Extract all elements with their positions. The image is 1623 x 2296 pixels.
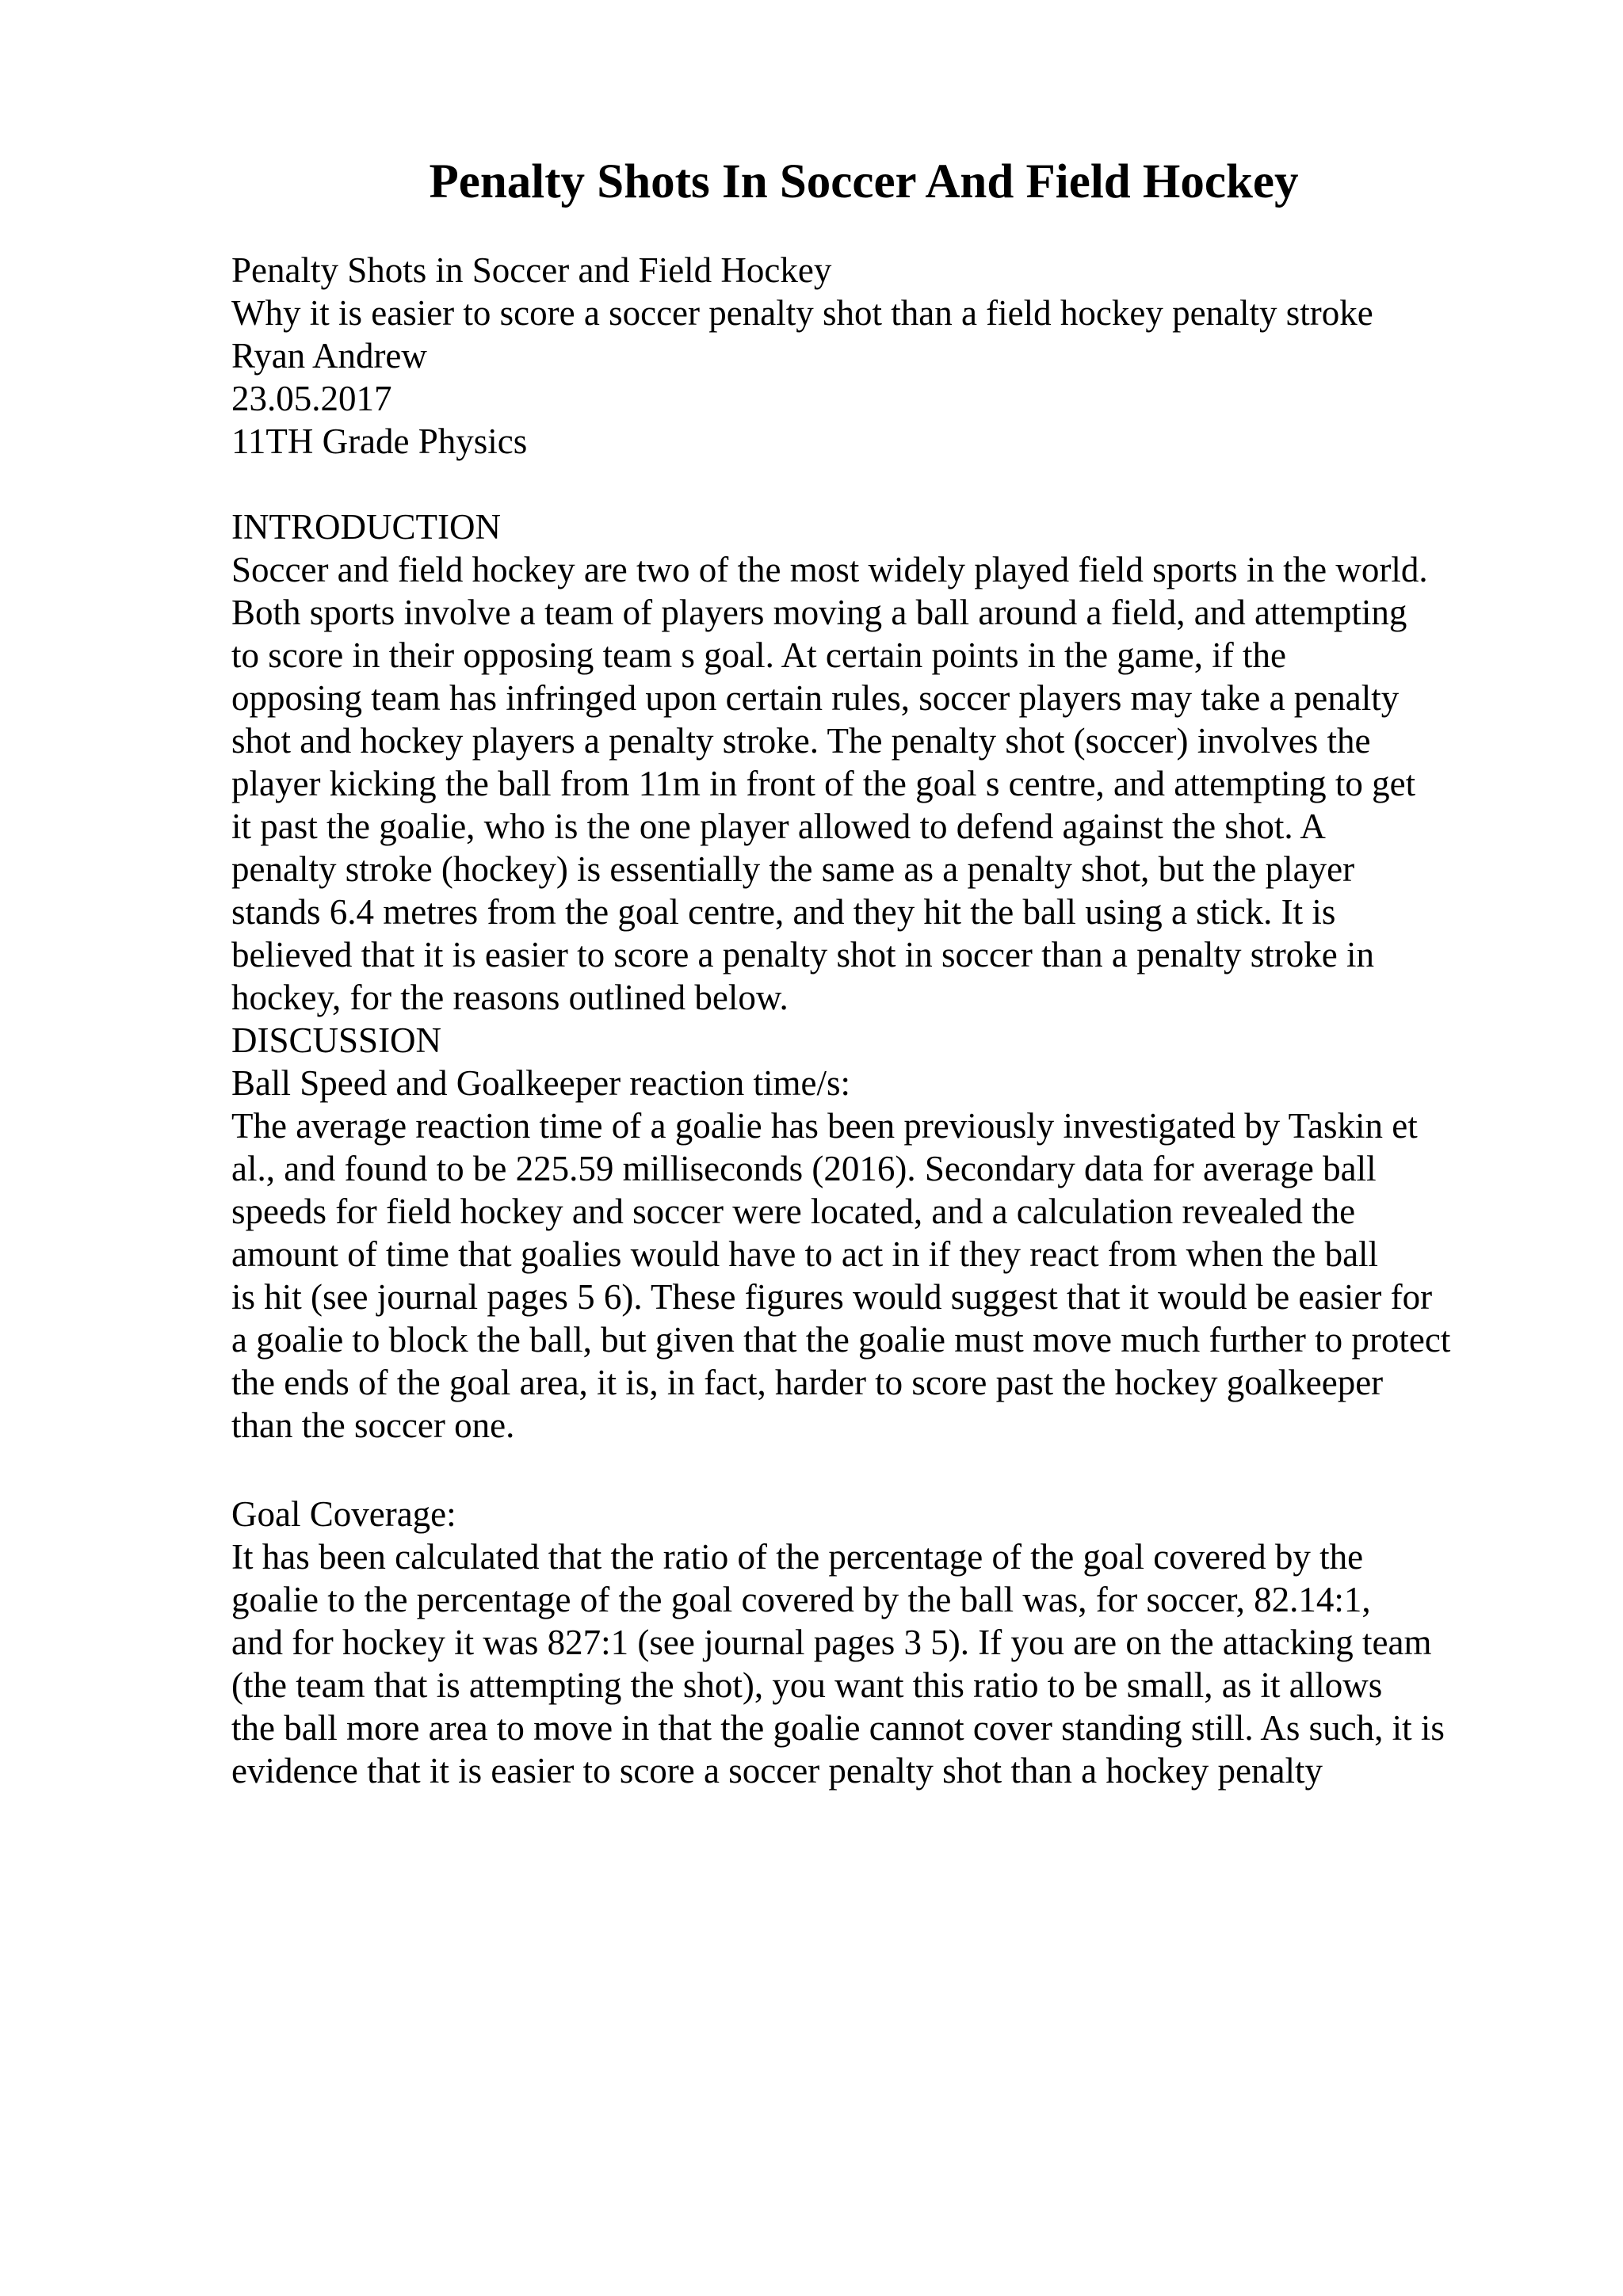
subsection-heading: Goal Coverage: bbox=[231, 1494, 456, 1534]
meta-line: Ryan Andrew bbox=[231, 336, 427, 376]
meta-line: 23.05.2017 bbox=[231, 379, 392, 418]
body-line: goalie to the percentage of the goal covered by the ball was, for soccer, 82.14:1, bbox=[231, 1580, 1371, 1619]
body-line: opposing team has infringed upon certain rules, soccer players may take a penalty bbox=[231, 678, 1400, 718]
body-line: speeds for field hockey and soccer were located, and a calculation revealed the bbox=[231, 1192, 1356, 1231]
section-heading: INTRODUCTION bbox=[231, 507, 501, 547]
document-meta bbox=[231, 249, 1539, 463]
body-line: is hit (see journal pages 5 6). These figures would suggest that it would be easier for bbox=[231, 1277, 1433, 1317]
meta-line: 11TH Grade Physics bbox=[231, 421, 528, 461]
body-line: hockey, for the reasons outlined below. bbox=[231, 978, 789, 1017]
body-line: al., and found to be 225.59 milliseconds (2016). Secondary data for average ball bbox=[231, 1149, 1377, 1188]
body-line: believed that it is easier to score a penalty shot in soccer than a penalty stroke in bbox=[231, 935, 1375, 974]
meta-line: Penalty Shots in Soccer and Field Hockey bbox=[231, 250, 832, 290]
goal-coverage-section bbox=[231, 1493, 1539, 1792]
body-line: than the soccer one. bbox=[231, 1405, 515, 1445]
body-line: Both sports involve a team of players moving a ball around a field, and attempting bbox=[231, 593, 1407, 632]
introduction-section bbox=[231, 505, 1539, 1447]
body-line: player kicking the ball from 11m in front of the goal s centre, and attempting to get bbox=[231, 764, 1416, 803]
meta-line: Why it is easier to score a soccer penalty shot than a field hockey penalty stroke bbox=[231, 293, 1373, 333]
body-line: to score in their opposing team s goal. At certain points in the game, if the bbox=[231, 635, 1286, 675]
body-line: and for hockey it was 827:1 (see journal pages 3 5). If you are on the attacking team bbox=[231, 1623, 1432, 1662]
body-line: Soccer and field hockey are two of the most widely played field sports in the world. bbox=[231, 550, 1428, 589]
body-line: the ends of the goal area, it is, in fact, harder to score past the hockey goalkeeper bbox=[231, 1363, 1384, 1402]
body-line: amount of time that goalies would have to act in if they react from when the ball bbox=[231, 1234, 1379, 1274]
body-line: evidence that it is easier to score a soccer penalty shot than a hockey penalty bbox=[231, 1751, 1323, 1791]
body-line: a goalie to block the ball, but given that the goalie must move much further to protect bbox=[231, 1320, 1451, 1360]
body-line: the ball more area to move in that the goalie cannot cover standing still. As such, it is bbox=[231, 1708, 1445, 1748]
section-heading: DISCUSSION bbox=[231, 1020, 442, 1060]
body-line: The average reaction time of a goalie has been previously investigated by Taskin et bbox=[231, 1106, 1418, 1146]
subsection-heading: Ball Speed and Goalkeeper reaction time/s: bbox=[231, 1063, 850, 1103]
document-title: Penalty Shots In Soccer And Field Hockey bbox=[429, 155, 1299, 208]
body-line: It has been calculated that the ratio of the percentage of the goal covered by the bbox=[231, 1537, 1364, 1577]
body-line: shot and hockey players a penalty stroke. The penalty shot (soccer) involves the bbox=[231, 721, 1371, 761]
body-line: penalty stroke (hockey) is essentially the same as a penalty shot, but the player bbox=[231, 849, 1355, 889]
body-line: (the team that is attempting the shot), you want this ratio to be small, as it allows bbox=[231, 1665, 1383, 1705]
body-line: it past the goalie, who is the one player allowed to defend against the shot. A bbox=[231, 807, 1326, 846]
body-line: stands 6.4 metres from the goal centre, and they hit the ball using a stick. It is bbox=[231, 892, 1336, 932]
